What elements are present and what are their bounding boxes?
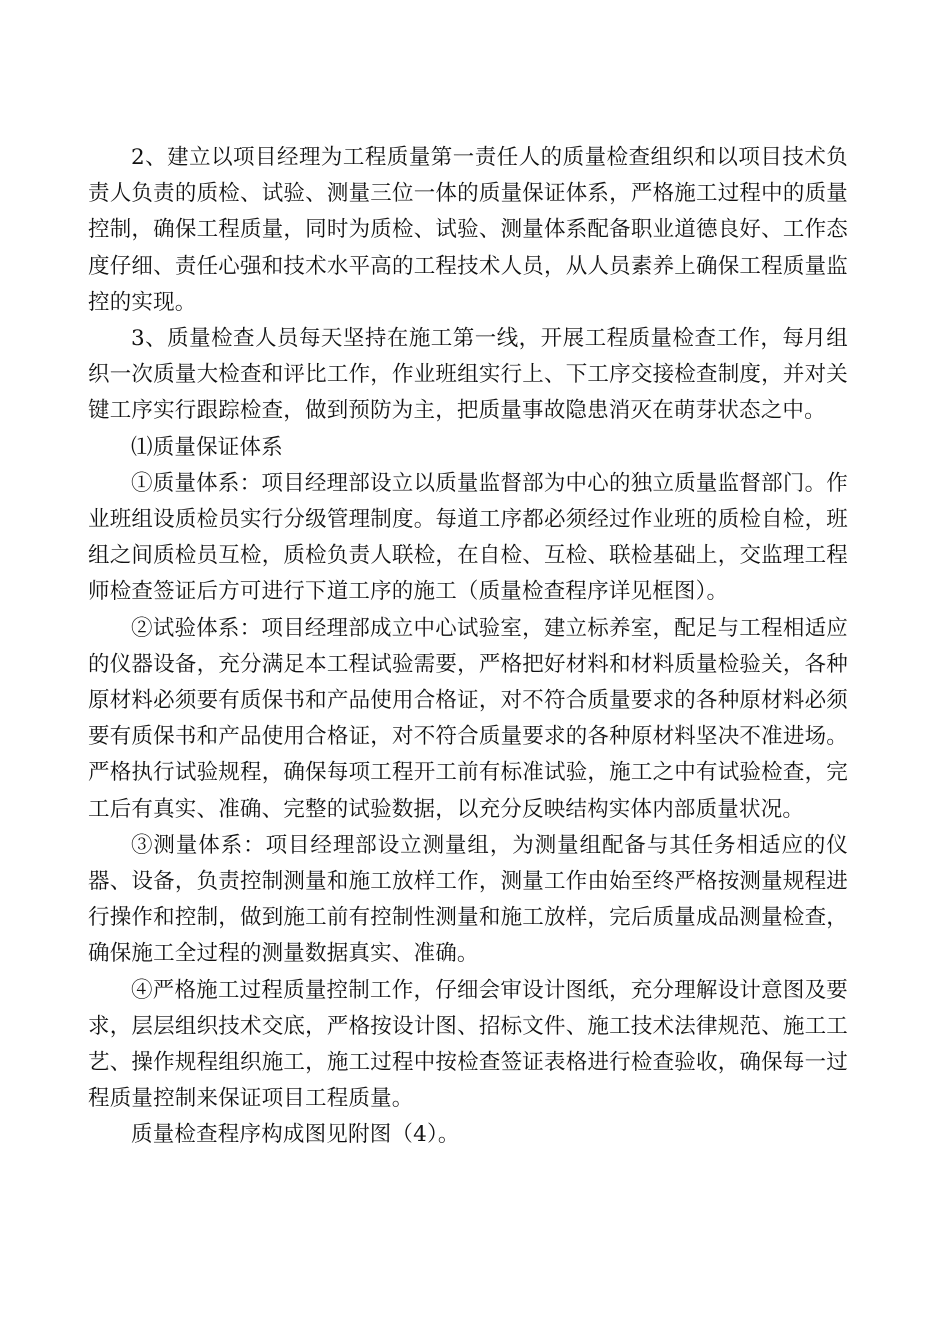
paragraph-survey-system: ③测量体系：项目经理部设立测量组，为测量组配备与其任务相适应的仪器、设备，负责控制测量和施工放样工作，测量工作由始至终严格按测量规程进行操作和控制，做到施工前有控制性测量和施工放样，完后质量成品测量检查，确保施工全过程的测量数据真实、准确。: [88, 832, 848, 967]
paragraph-quality-system: ①质量体系：项目经理部设立以质量监督部为中心的独立质量监督部门。作业班组设质检员实行分级管理制度。每道工序都必须经过作业班的质检自检，班组之间质检员互检，质检负责人联检，在自检、互检、联检基础上，交监理工程师检查签证后方可进行下道工序的施工（质量检查程序详见框图）。: [88, 470, 848, 605]
paragraph-quality-organization: 2、建立以项目经理为工程质量第一责任人的质量检查组织和以项目技术负责人负责的质检、试验、测量三位一体的质量保证体系，严格施工过程中的质量控制，确保工程质量，同时为质检、试验、测量体系配备职业道德良好、工作态度仔细、责任心强和技术水平高的工程技术人员，从人员素养上确保工程质量监控的实现。: [88, 145, 848, 315]
document-body: [88, 140, 848, 1154]
paragraph-daily-inspection: 3、质量检查人员每天坚持在施工第一线，开展工程质量检查工作，每月组织一次质量大检查和评比工作，作业班组实行上、下工序交接检查制度，并对关键工序实行跟踪检查，做到预防为主，把质量事故隐患消灭在萌芽状态之中。: [88, 326, 848, 424]
paragraph-testing-system: ②试验体系：项目经理部成立中心试验室，建立标养室，配足与工程相适应的仪器设备，充分满足本工程试验需要，严格把好材料和材料质量检验关，各种原材料必须要有质保书和产品使用合格证，对不符合质量要求的各种原材料必须要有质保书和产品使用合格证，对不符合质量要求的各种原材料坚决不准进场。严格执行试验规程，确保每项工程开工前有标准试验，施工之中有试验检查，完工后有真实、准确、完整的试验数据，以充分反映结构实体内部质量状况。: [88, 615, 848, 822]
paragraph-process-control: ④严格施工过程质量控制工作，仔细会审设计图纸，充分理解设计意图及要求，层层组织技术交底，严格按设计图、招标文件、施工技术法律规范、施工工艺、操作规程组织施工，施工过程中按检查签证表格进行检查验收，确保每一过程质量控制来保证项目工程质量。: [88, 977, 848, 1112]
paragraph-appendix-reference: 质量检查程序构成图见附图（4）。: [131, 1122, 460, 1148]
section-heading-quality-assurance: ⑴质量保证体系: [131, 434, 283, 460]
